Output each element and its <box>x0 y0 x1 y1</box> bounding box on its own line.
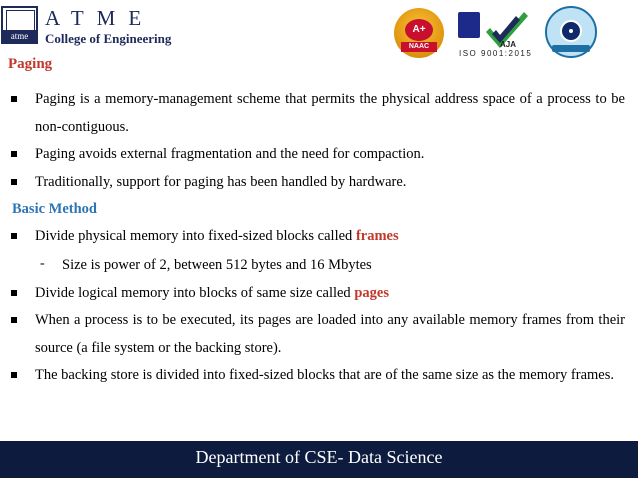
slide-footer <box>0 441 638 478</box>
bullet-icon <box>11 233 17 239</box>
list-item-text: Traditionally, support for paging has been handled by hardware. <box>35 173 407 190</box>
list-item <box>0 86 638 141</box>
dash-icon: - <box>40 255 45 271</box>
highlight-frames: frames <box>355 228 399 244</box>
page-title: Paging <box>8 56 53 72</box>
list-item-text: Paging is a memory-management scheme that permits the physical address space of a process to be non-contiguous. <box>35 91 625 135</box>
sub-list-item-text: Size is power of 2, between 512 bytes and 16 Mbytes <box>62 256 372 273</box>
ukas-crown-icon <box>458 12 480 38</box>
bullet-icon <box>11 317 17 323</box>
sub-list-item <box>0 251 638 280</box>
seal-star-icon <box>560 20 582 42</box>
highlight-pages: pages <box>354 284 389 301</box>
bullet-icon <box>11 372 17 378</box>
college-name: College of Engineering <box>45 31 172 46</box>
list-item-text: Divide logical memory into blocks of same size called <box>35 284 355 301</box>
slide-content <box>0 86 638 390</box>
slide-header <box>0 0 638 56</box>
section-heading: Basic Method <box>12 201 97 217</box>
seal-ribbon <box>552 45 590 52</box>
list-item-text: Divide physical memory into fixed-sized blocks called <box>35 228 356 244</box>
naac-grade: A+ <box>405 19 433 41</box>
list-item <box>0 169 638 197</box>
naac-badge <box>394 8 444 58</box>
bullet-icon <box>11 96 17 102</box>
college-letters: ATME <box>45 6 155 30</box>
list-item <box>0 307 638 362</box>
naac-label: NAAC <box>401 42 437 52</box>
list-item <box>0 362 638 390</box>
bullet-icon <box>11 151 17 157</box>
bullet-icon <box>11 290 17 296</box>
iso-certification: ISO 9001:2015 <box>459 49 533 58</box>
list-item-text: The backing store is divided into fixed-sized blocks that are of the same size as the memory frames. <box>35 367 615 383</box>
list-item-text: Paging avoids external fragmentation and the need for compaction. <box>35 146 425 162</box>
logo-emblem-icon <box>6 10 35 32</box>
bullet-icon <box>11 179 17 185</box>
list-item <box>0 141 638 169</box>
list-item-text: When a process is to be executed, its pages are loaded into any available memory frames from their source (a file system or the backing store). <box>35 312 625 356</box>
aja-label: AJA <box>500 40 517 49</box>
list-item <box>0 280 638 308</box>
atme-logo <box>1 6 38 44</box>
footer-text: Department of CSE- Data Science <box>195 447 443 467</box>
department-seal <box>545 6 597 58</box>
logo-text: atme <box>3 30 36 42</box>
list-item <box>0 223 638 251</box>
